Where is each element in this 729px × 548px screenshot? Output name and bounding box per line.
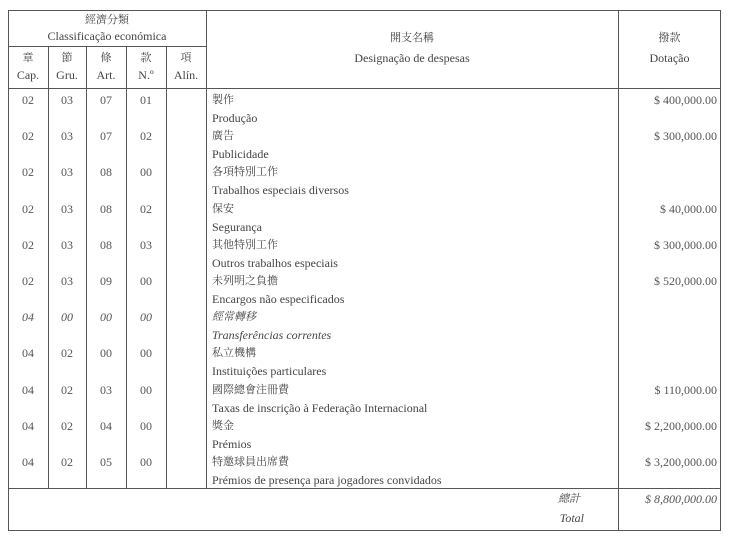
designation-zh-text: 製作 [212, 93, 234, 106]
code-cap: 02 [22, 165, 34, 180]
code-no: 00 [140, 165, 152, 180]
code-cap: 04 [22, 346, 34, 361]
code-cap: 02 [22, 201, 34, 216]
header-bottom-rule [8, 88, 721, 89]
code-art: 08 [100, 237, 112, 252]
code-gru: 02 [61, 418, 73, 433]
code-cap: 02 [22, 93, 34, 107]
code-gru: 00 [61, 310, 73, 325]
amount-value: $ 2,200,000.00 [645, 418, 717, 433]
code-no: 02 [140, 129, 152, 144]
code-gru: 03 [61, 93, 73, 107]
header-divider [8, 46, 206, 47]
col-no-zh: 款 [140, 51, 152, 64]
designation-pt-text: Segurança [212, 219, 262, 234]
code-no: 00 [140, 455, 152, 469]
designation-pt-text: Prémios de presença para jogadores convidados [212, 473, 442, 487]
code-gru: 03 [61, 165, 73, 180]
designation-zh-text: 國際總會注冊費 [212, 382, 289, 396]
col-cap-pt: Cap. [16, 68, 40, 82]
code-art: 00 [100, 310, 112, 325]
total-amount: $ 8,800,000.00 [645, 492, 717, 506]
designation-pt-text: Outros trabalhos especiais [212, 255, 338, 270]
amount-zh: 撥款 [658, 31, 681, 44]
code-art: 05 [100, 455, 112, 469]
code-art: 09 [100, 274, 112, 288]
code-gru: 03 [61, 129, 73, 144]
amount-value: $ 110,000.00 [654, 382, 717, 397]
col-art-pt: Art. [96, 68, 116, 82]
code-art: 07 [100, 129, 112, 144]
code-art: 03 [100, 382, 112, 397]
designation-pt-text: Taxas de inscrição à Federação Internacional [212, 400, 428, 415]
designation-zh-text: 各項特別工作 [212, 165, 278, 179]
code-no: 00 [140, 274, 152, 288]
amount-value: $ 520,000.00 [654, 274, 717, 288]
col-no-pt: N.º [138, 68, 154, 82]
code-no: 00 [140, 382, 152, 397]
code-gru: 02 [61, 455, 73, 469]
code-art: 08 [100, 201, 112, 216]
code-cap: 02 [22, 237, 34, 252]
code-no: 00 [140, 310, 152, 325]
designation-pt-text: Produção [212, 111, 258, 125]
total-rule [8, 488, 721, 489]
code-no: 00 [140, 346, 152, 361]
code-cap: 04 [22, 382, 34, 397]
designation-zh-text: 保安 [212, 201, 234, 215]
designation-zh-text: 未列明之負擔 [212, 274, 278, 287]
designation-pt-text: Publicidade [212, 147, 269, 162]
classification-zh: 經濟分類 [85, 13, 129, 26]
code-art: 00 [100, 346, 112, 361]
col-gru-zh: 節 [61, 51, 73, 64]
amount-pt: Dotação [649, 51, 690, 65]
designation-pt-text: Instituições particulares [212, 364, 327, 379]
designation-zh-text: 獎金 [212, 418, 234, 432]
code-gru: 03 [61, 274, 73, 288]
designation-zh: 開支名稱 [390, 31, 434, 44]
designation-zh-text: 廣告 [212, 129, 234, 143]
classification-pt: Classificação económica [47, 29, 167, 43]
code-gru: 03 [61, 201, 73, 216]
col-art-zh: 條 [100, 51, 112, 64]
total-pt: Total [559, 511, 584, 525]
code-no: 03 [140, 237, 152, 252]
designation-pt: Designação de despesas [354, 51, 470, 65]
code-cap: 02 [22, 129, 34, 144]
amount-value: $ 400,000.00 [654, 93, 717, 107]
col-divider [206, 10, 207, 488]
code-cap: 04 [22, 310, 34, 325]
code-gru: 03 [61, 237, 73, 252]
designation-zh-text: 特邀球員出席費 [212, 455, 289, 468]
total-zh: 總計 [558, 492, 580, 505]
amount-value: $ 300,000.00 [654, 237, 717, 252]
amount-value: $ 40,000.00 [660, 201, 717, 216]
code-art: 07 [100, 93, 112, 107]
amount-value: $ 300,000.00 [654, 129, 717, 144]
col-alin-pt: Alín. [173, 68, 199, 82]
code-no: 00 [140, 418, 152, 433]
code-cap: 02 [22, 274, 34, 288]
code-cap: 04 [22, 455, 34, 469]
designation-pt-text: Encargos não especificados [212, 292, 345, 306]
code-art: 04 [100, 418, 112, 433]
col-alin-zh: 項 [180, 51, 192, 64]
col-cap-zh: 章 [22, 51, 34, 64]
code-no: 01 [140, 93, 152, 107]
designation-pt-text: Transferências correntes [212, 328, 332, 343]
designation-zh-text: 其他特別工作 [212, 237, 278, 251]
amount-value: $ 3,200,000.00 [645, 455, 717, 469]
code-no: 02 [140, 201, 152, 216]
col-gru-pt: Gru. [56, 68, 78, 82]
designation-pt-text: Prémios [212, 436, 252, 451]
code-art: 08 [100, 165, 112, 180]
code-gru: 02 [61, 382, 73, 397]
designation-zh-text: 經常轉移 [212, 310, 256, 324]
col-divider [166, 46, 167, 488]
designation-pt-text: Trabalhos especiais diversos [212, 183, 349, 198]
designation-zh-text: 私立機構 [212, 346, 256, 360]
code-gru: 02 [61, 346, 73, 361]
code-cap: 04 [22, 418, 34, 433]
